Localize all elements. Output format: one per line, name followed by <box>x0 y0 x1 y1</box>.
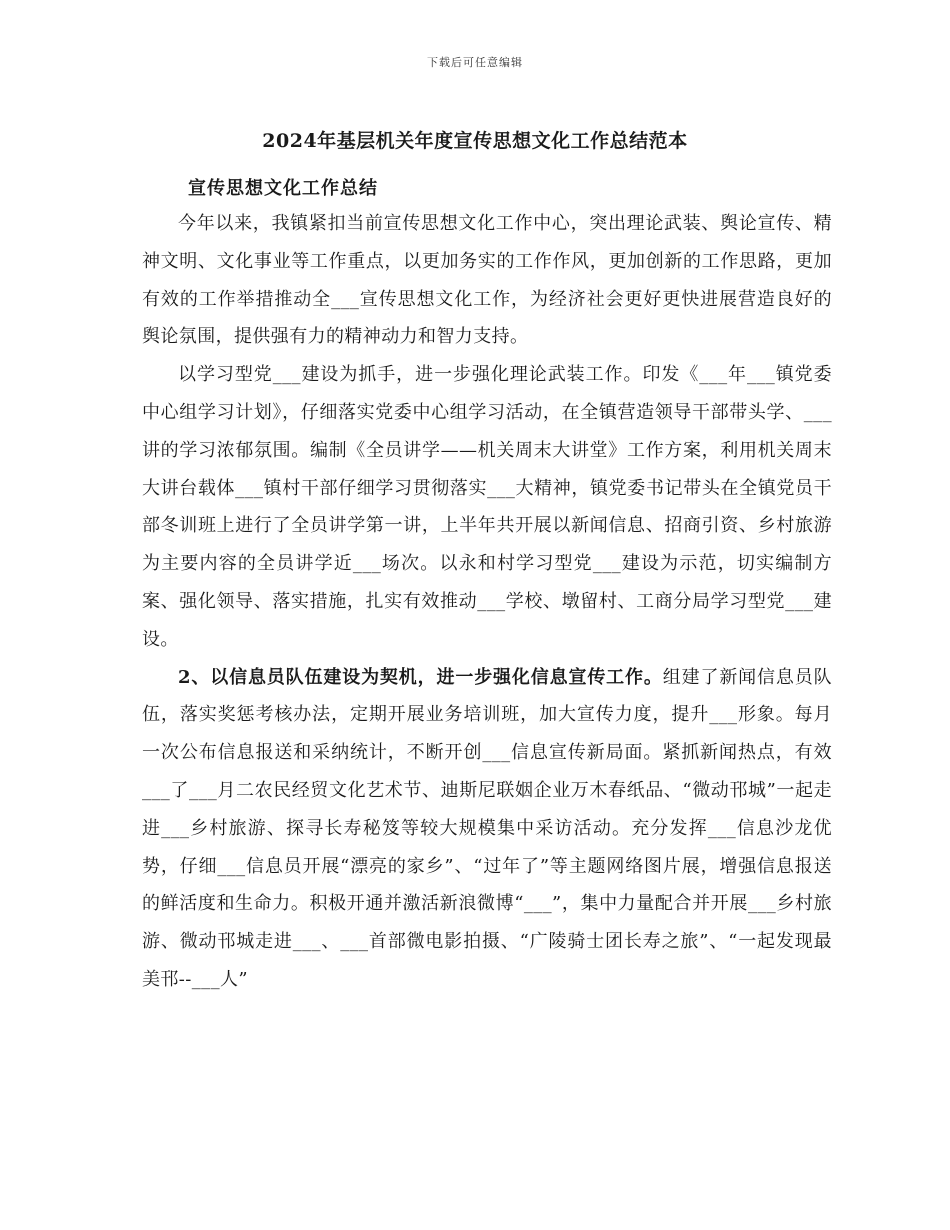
paragraph-3-lead: 2、以信息员队伍建设为契机，进一步强化信息宣传工作。 <box>178 666 663 688</box>
paragraph-1 <box>142 205 832 356</box>
paragraph-2 <box>142 356 832 658</box>
document-body <box>142 205 832 999</box>
page-header: 下载后可任意编辑 <box>427 56 523 69</box>
paragraph-1-text: 今年以来，我镇紧扣当前宣传思想文化工作中心，突出理论武装、舆论宣传、精神文明、文化事业等工作重点，以更加务实的工作作风，更加创新的工作思路，更加有效的工作举措推动全___宣传思想文化工作，为经济社会更好更快进展营造良好的舆论氛围，提供强有力的精神动力和智力支持。 <box>142 213 832 348</box>
paragraph-3 <box>142 659 832 999</box>
paragraph-3-text: 组建了新闻信息员队伍，落实奖惩考核办法，定期开展业务培训班，加大宣传力度，提升___形象。每月一次公布信息报送和采纳统计，不断开创___信息宣传新局面。紧抓新闻热点，有效___了___月二农民经贸文化艺术节、迪斯尼联姻企业万木春纸品、“微动邗城”一起走进___乡村旅游、探寻长寿秘笈等较大规模集中采访活动。充分发挥___信息沙龙优势，仔细___信息员开展“漂亮的家乡”、“过年了”等主题网络图片展，增强信息报送的鲜活度和生命力。积极开通并激活新浪微博“___”，集中力量配合并开展___乡村旅游、微动邗城走进___、___首部微电影拍摄、“广陵骑士团长寿之旅”、“一起发现最美邗--___人” <box>142 666 833 990</box>
section-heading: 宣传思想文化工作总结 <box>188 178 378 199</box>
document-title: 2024年基层机关年度宣传思想文化工作总结范本 <box>262 130 688 152</box>
paragraph-2-text: 以学习型党___建设为抓手，进一步强化理论武装工作。印发《___年___镇党委中心组学习计划》，仔细落实党委中心组学习活动，在全镇营造领导干部带头学、___讲的学习浓郁氛围。编制《全员讲学——机关周末大讲堂》工作方案，利用机关周末大讲台载体___镇村干部仔细学习贯彻落实___大精神，镇党委书记带头在全镇党员干部冬训班上进行了全员讲学第一讲，上半年共开展以新闻信息、招商引资、乡村旅游为主要内容的全员讲学近___场次。以永和村学习型党___建设为示范，切实编制方案、强化领导、落实措施，扎实有效推动___学校、墩留村、工商分局学习型党___建设。 <box>142 364 832 650</box>
